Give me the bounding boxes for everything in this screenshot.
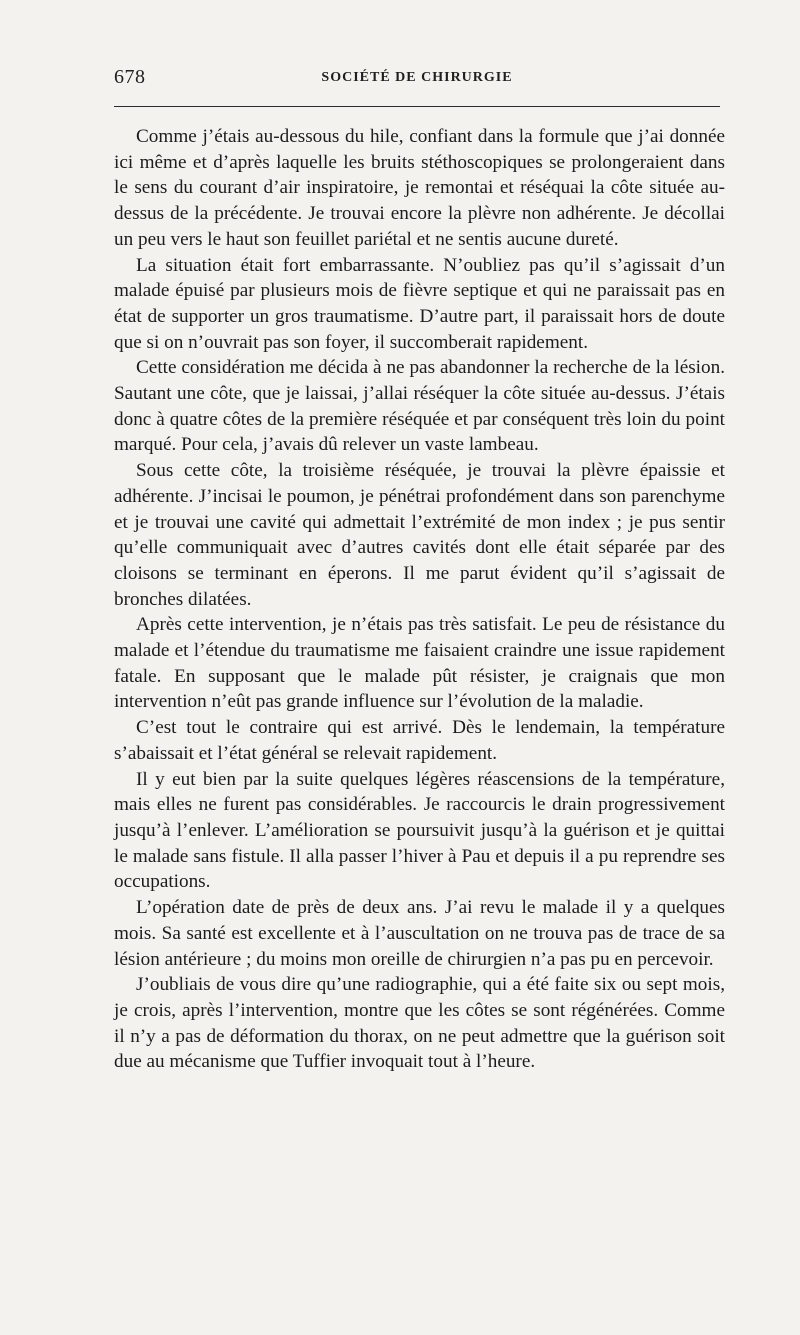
paragraph: Il y eut bien par la suite quelques légères réascensions de la température, mais elles ne furent pas considérables. Je raccourcis le drain progressivement jusqu’à l’enlever. L’amélioration se poursuivit jusqu’à la guérison et je quittai le malade sans fistule. Il alla passer l’hiver à Pau et depuis il a pu reprendre ses occupations. — [114, 768, 725, 893]
page-number: 678 — [114, 66, 146, 88]
header-rule — [114, 106, 720, 107]
paragraph: Sous cette côte, la troisième réséquée, je trouvai la plèvre épaissie et adhérente. J’incisai le poumon, je pénétrai profondément dans son parenchyme et je trouvai une cavité qui admettait l’extrémité de mon index ; je pus sentir qu’elle communiquait avec d’autres cavités dont elle était séparée par des cloisons se terminant en éperons. Il me parut évident qu’il s’agissait de bronches dilatées. — [114, 460, 725, 610]
page-header — [114, 66, 720, 94]
paragraph: La situation était fort embarrassante. N’oubliez pas qu’il s’agissait d’un malade épuisé par plusieurs mois de fièvre septique et qui ne paraissait pas en état de supporter un gros traumatisme. D’autre part, il paraissait hors de doute que si on n’ouvrait pas son foyer, il succomberait rapidement. — [114, 254, 725, 353]
paragraph: L’opération date de près de deux ans. J’ai revu le malade il y a quelques mois. Sa santé est excellente et à l’auscultation on ne trouva pas de trace de sa lésion antérieure ; du moins mon oreille de chirurgien n’a pas pu en percevoir. — [114, 897, 725, 970]
paragraph: J’oubliais de vous dire qu’une radiographie, qui a été faite six ou sept mois, je crois, après l’intervention, montre que les côtes se sont régénérées. Comme il n’y a pas de déformation du thorax, on ne peut admettre que la guérison soit due au mécanisme que Tuffier invoquait tout à l’heure. — [114, 974, 725, 1073]
paragraph: Comme j’étais au-dessous du hile, confiant dans la formule que j’ai donnée ici même et d’après laquelle les bruits stéthoscopiques se prolongeraient dans le sens du courant d’air inspiratoire, je remontai et réséquai la côte située au-dessus de la précédente. Je trouvai encore la plèvre non adhérente. Je décollai un peu vers le haut son feuillet pariétal et ne sentis aucune dureté. — [114, 126, 725, 250]
body-text — [114, 124, 725, 1075]
running-title: SOCIÉTÉ DE CHIRURGIE — [321, 70, 513, 85]
paragraph: Après cette intervention, je n’étais pas très satisfait. Le peu de résistance du malade et l’étendue du traumatisme me faisaient craindre une issue rapidement fatale. En supposant que le malade pût résister, je craignais que mon intervention n’eût pas grande influence sur l’évolution de la maladie. — [114, 614, 725, 713]
paragraph: Cette considération me décida à ne pas abandonner la recherche de la lésion. Sautant une côte, que je laissai, j’allai réséquer la côte située au-dessus. J’étais donc à quatre côtes de la première réséquée et par conséquent très loin du point marqué. Pour cela, j’avais dû relever un vaste lambeau. — [114, 357, 725, 456]
paragraph: C’est tout le contraire qui est arrivé. Dès le lendemain, la température s’abaissait et l’état général se relevait rapidement. — [114, 717, 725, 764]
